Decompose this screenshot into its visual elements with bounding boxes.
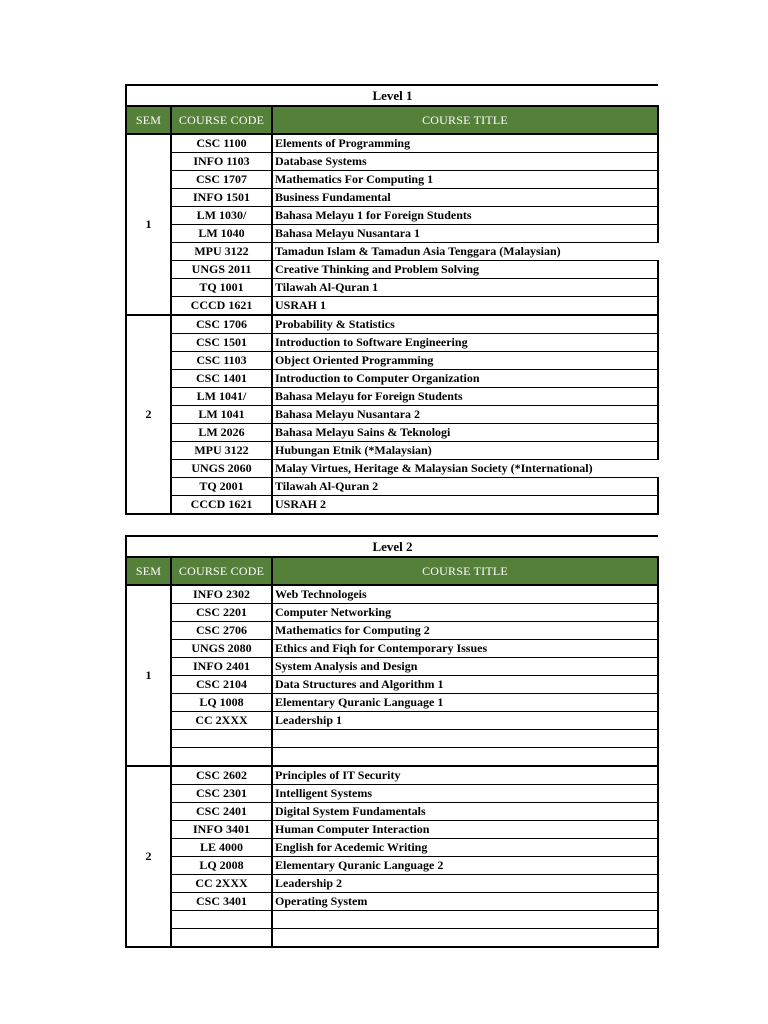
course-code: INFO 1501: [171, 189, 272, 207]
course-row: [126, 352, 658, 370]
course-code: CSC 2104: [171, 676, 272, 694]
course-code: [171, 911, 272, 929]
course-row: [126, 297, 658, 316]
course-code: CSC 3401: [171, 893, 272, 911]
course-title: Tilawah Al-Quran 2: [272, 478, 658, 496]
course-code: MPU 3122: [171, 442, 272, 460]
course-code: LE 4000: [171, 839, 272, 857]
course-title: USRAH 2: [272, 496, 658, 515]
course-title: Introduction to Computer Organization: [272, 370, 658, 388]
course-code: CSC 1103: [171, 352, 272, 370]
course-row: [126, 496, 658, 515]
course-code: CSC 2706: [171, 622, 272, 640]
course-row: [126, 785, 658, 803]
header-course-title: COURSE TITLE: [272, 106, 658, 134]
course-row: [126, 171, 658, 189]
header-course-code: COURSE CODE: [171, 557, 272, 585]
course-row: [126, 803, 658, 821]
course-code: CC 2XXX: [171, 875, 272, 893]
course-code: INFO 3401: [171, 821, 272, 839]
course-title: Malay Virtues, Heritage & Malaysian Society (*International): [272, 460, 658, 478]
course-row: [126, 622, 658, 640]
course-title: Data Structures and Algorithm 1: [272, 676, 658, 694]
course-row: [126, 243, 658, 261]
sem-number: 1: [126, 134, 171, 315]
course-row: [126, 424, 658, 442]
course-code: CSC 1501: [171, 334, 272, 352]
course-code: INFO 2302: [171, 585, 272, 604]
course-title: Bahasa Melayu Sains & Teknologi: [272, 424, 658, 442]
level1-title: Level 1: [126, 85, 658, 106]
course-title: Principles of IT Security: [272, 766, 658, 785]
course-code: CSC 2602: [171, 766, 272, 785]
level1-table: [125, 84, 659, 515]
course-title: Creative Thinking and Problem Solving: [272, 261, 658, 279]
course-row: [126, 730, 658, 748]
course-title: Elementary Quranic Language 2: [272, 857, 658, 875]
course-row: [126, 315, 658, 334]
header-sem: SEM: [126, 557, 171, 585]
course-row: [126, 225, 658, 243]
course-title: Mathematics for Computing 2: [272, 622, 658, 640]
course-row: [126, 748, 658, 767]
course-title: Mathematics For Computing 1: [272, 171, 658, 189]
course-row: [126, 911, 658, 929]
course-title: Bahasa Melayu Nusantara 2: [272, 406, 658, 424]
course-title: Hubungan Etnik (*Malaysian): [272, 442, 658, 460]
course-title: Tamadun Islam & Tamadun Asia Tenggara (Malaysian): [272, 243, 658, 261]
course-title: Digital System Fundamentals: [272, 803, 658, 821]
level2-table: [125, 535, 659, 948]
sem-number: 2: [126, 766, 171, 947]
course-row: [126, 694, 658, 712]
course-row: [126, 388, 658, 406]
course-title: USRAH 1: [272, 297, 658, 316]
course-code: MPU 3122: [171, 243, 272, 261]
course-code: UNGS 2080: [171, 640, 272, 658]
course-title: [272, 911, 658, 929]
course-code: CSC 1401: [171, 370, 272, 388]
course-code: CSC 1707: [171, 171, 272, 189]
course-row: [126, 261, 658, 279]
course-title: Leadership 2: [272, 875, 658, 893]
course-title: Ethics and Fiqh for Contemporary Issues: [272, 640, 658, 658]
course-title: Object Oriented Programming: [272, 352, 658, 370]
course-code: LM 1041: [171, 406, 272, 424]
course-title: Operating System: [272, 893, 658, 911]
course-title: Business Fundamental: [272, 189, 658, 207]
header-course-code: COURSE CODE: [171, 106, 272, 134]
course-code: CSC 2301: [171, 785, 272, 803]
header-course-title: COURSE TITLE: [272, 557, 658, 585]
course-title: Database Systems: [272, 153, 658, 171]
course-title: Leadership 1: [272, 712, 658, 730]
course-code: CSC 1706: [171, 315, 272, 334]
course-row: [126, 893, 658, 911]
course-title: Bahasa Melayu 1 for Foreign Students: [272, 207, 658, 225]
course-code: CCCD 1621: [171, 496, 272, 515]
course-row: [126, 189, 658, 207]
course-code: [171, 929, 272, 948]
course-title: Bahasa Melayu Nusantara 1: [272, 225, 658, 243]
course-row: [126, 712, 658, 730]
course-row: [126, 478, 658, 496]
course-row: [126, 442, 658, 460]
course-code: UNGS 2060: [171, 460, 272, 478]
course-code: [171, 748, 272, 767]
level2-title: Level 2: [126, 536, 658, 557]
course-title: System Analysis and Design: [272, 658, 658, 676]
course-title: Elements of Programming: [272, 134, 658, 153]
course-code: LQ 2008: [171, 857, 272, 875]
header-sem: SEM: [126, 106, 171, 134]
course-row: [126, 640, 658, 658]
course-code: CCCD 1621: [171, 297, 272, 316]
course-code: [171, 730, 272, 748]
course-title: Elementary Quranic Language 1: [272, 694, 658, 712]
course-code: CSC 2401: [171, 803, 272, 821]
course-row: [126, 207, 658, 225]
course-row: [126, 134, 658, 153]
course-row: [126, 658, 658, 676]
course-row: [126, 857, 658, 875]
course-row: [126, 370, 658, 388]
course-code: CSC 1100: [171, 134, 272, 153]
course-title: Bahasa Melayu for Foreign Students: [272, 388, 658, 406]
course-code: LM 2026: [171, 424, 272, 442]
course-title: [272, 929, 658, 948]
course-row: [126, 406, 658, 424]
course-code: INFO 2401: [171, 658, 272, 676]
course-title: Introduction to Software Engineering: [272, 334, 658, 352]
course-code: LM 1030/: [171, 207, 272, 225]
course-code: LM 1040: [171, 225, 272, 243]
course-code: INFO 1103: [171, 153, 272, 171]
course-code: LQ 1008: [171, 694, 272, 712]
course-code: CSC 2201: [171, 604, 272, 622]
course-title: Human Computer Interaction: [272, 821, 658, 839]
sem-number: 2: [126, 315, 171, 514]
course-row: [126, 585, 658, 604]
course-title: Web Technologeis: [272, 585, 658, 604]
course-title: Intelligent Systems: [272, 785, 658, 803]
course-title: Computer Networking: [272, 604, 658, 622]
course-row: [126, 821, 658, 839]
course-title: [272, 730, 658, 748]
course-row: [126, 334, 658, 352]
course-code: UNGS 2011: [171, 261, 272, 279]
course-row: [126, 676, 658, 694]
course-code: TQ 2001: [171, 478, 272, 496]
course-row: [126, 279, 658, 297]
course-row: [126, 875, 658, 893]
course-title: English for Acedemic Writing: [272, 839, 658, 857]
course-row: [126, 153, 658, 171]
course-row: [126, 766, 658, 785]
course-title: Probability & Statistics: [272, 315, 658, 334]
course-title: [272, 748, 658, 767]
course-row: [126, 460, 658, 478]
course-code: TQ 1001: [171, 279, 272, 297]
course-row: [126, 929, 658, 948]
course-row: [126, 839, 658, 857]
course-title: Tilawah Al-Quran 1: [272, 279, 658, 297]
course-row: [126, 604, 658, 622]
course-code: LM 1041/: [171, 388, 272, 406]
sem-number: 1: [126, 585, 171, 766]
course-code: CC 2XXX: [171, 712, 272, 730]
